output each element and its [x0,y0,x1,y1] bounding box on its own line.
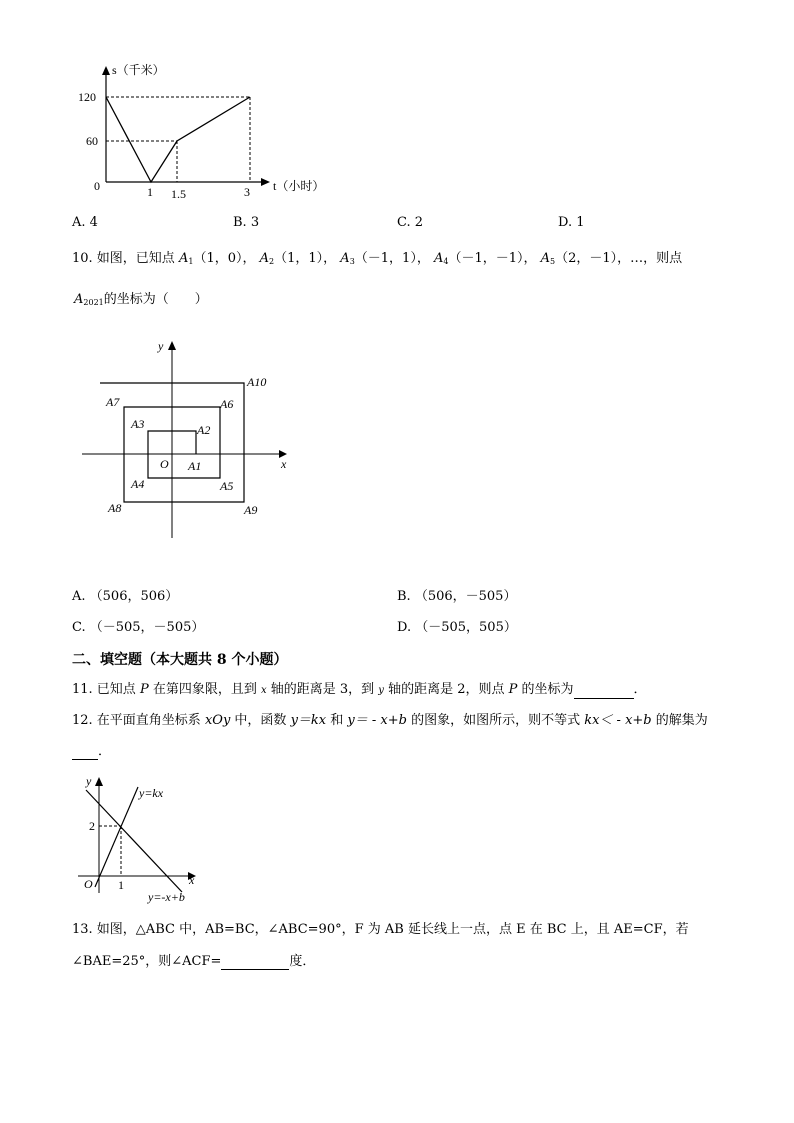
y-axis-arrow [95,777,103,786]
q9-option-c[interactable]: C. 2 [397,215,424,230]
distance-line [106,97,250,182]
q13-stem-line1: 13. 如图，△ABC 中，AB=BC，∠ABC=90°，F 为 AB 延长线上一点，点 E 在 BC 上，且 AE=CF，若 [72,922,689,937]
q12-text-d: 的图象，如图所示，则不等式 [406,713,585,728]
point-a1-name: A [178,251,189,266]
label-a1: A1 [188,459,202,473]
x-tick-1-5: 1.5 [171,187,186,201]
section-heading: 二、填空题（本大题共 8 个小题） [72,652,288,668]
origin-label: O [84,877,93,891]
q12-stem-line2 [72,744,111,760]
point-a4-name: A [433,251,444,266]
point-a2-coord: （1，1）， [274,251,337,266]
q12-xoy: xOy [204,713,231,728]
x-tick-3: 3 [244,185,250,199]
q11-y: y [378,685,384,696]
distance-time-graph [0,0,794,210]
q12-func-2: y＝ - x+b [347,713,407,728]
point-a2-sub: 2 [269,257,275,266]
point-a2-name: A [259,251,270,266]
q11-text-b: 在第四象限，且到 [148,682,261,697]
origin-label: 0 [94,179,100,193]
spiral-figure [0,330,794,560]
q12-stem-line1 [72,713,708,729]
q11-stem [72,682,647,699]
q9-option-a[interactable]: A. 4 [72,215,98,230]
q11-point-p2: P [508,682,518,697]
point-a4-coord: （－1，－1）， [448,251,537,266]
y-label: y [86,774,92,788]
x-axis-arrow [261,178,270,186]
q10-option-b[interactable]: B. （506，－505） [397,589,517,604]
label-a8: A8 [108,501,122,515]
q11-answer-blank[interactable] [574,685,634,699]
q12-inequality: kx＜ - x+b [584,713,652,728]
q10-option-d[interactable]: D. （－505，505） [397,620,517,635]
point-a3-name: A [340,251,350,266]
q10-stem-tail: 的坐标为（ ） [103,292,208,307]
q10-stem-line1 [72,251,682,270]
line-y-kx [95,787,138,887]
q11-text-c: 轴的距离是 3，到 [266,682,379,697]
q11-point-p: P [139,682,149,697]
point-a5-coord: （2，－1），…，则点 [555,251,683,266]
label-a5: A5 [220,479,234,493]
q11-text-a: 11. 已知点 [72,682,140,697]
point-a1-coord: （1，0）， [193,251,256,266]
q13-text-a: ∠BAE=25°，则∠ACF= [72,954,222,969]
q12-text-a: 12. 在平面直角坐标系 [72,713,205,728]
q10-option-c[interactable]: C. （－505，－505） [72,620,205,635]
label-a2: A2 [197,423,211,437]
label-a3: A3 [131,417,145,431]
q9-option-b[interactable]: B. 3 [233,215,260,230]
tick-2: 2 [89,819,95,833]
q13-answer-blank[interactable] [221,956,289,970]
tick-1: 1 [118,878,124,892]
y-tick-60: 60 [86,134,98,148]
q10-option-a[interactable]: A. （506，506） [72,589,179,604]
q10-stem-line2 [74,292,208,311]
label-a9: A9 [244,503,258,517]
line-y-neg-x-b [86,790,182,892]
q12-text-b: 中，函数 [230,713,291,728]
point-a2021-name: A [74,292,84,307]
q13-stem-line2 [72,954,315,970]
point-a5-sub: 5 [550,257,556,266]
point-a1-sub: 1 [188,257,194,266]
x-label: x [281,457,287,471]
label-a4: A4 [131,477,145,491]
y-tick-120: 120 [78,90,96,104]
y-label: y [158,339,164,353]
x-tick-1: 1 [147,185,153,199]
x-axis-label: t（小时） [273,179,325,193]
point-a4-sub: 4 [443,257,449,266]
q11-x: x [260,685,267,696]
y-axis-arrow [168,341,176,350]
y-axis-label: s（千米） [112,63,165,77]
label-y-kx: y=kx [139,786,164,800]
y-axis-arrow [102,66,110,75]
point-a3-coord: （－1，1）， [354,251,430,266]
q11-text-e: 的坐标为 [517,682,574,697]
point-a3-sub: 3 [349,257,355,266]
q13-text-b: 度． [289,954,316,969]
point-a5-name: A [540,251,551,266]
linear-functions-figure [0,770,794,910]
q12-text-c: 和 [326,713,348,728]
q12-answer-blank[interactable] [72,746,98,760]
label-a7: A7 [106,395,120,409]
label-a6: A6 [220,397,234,411]
q10-stem-intro: 10. 如图，已知点 [72,251,175,266]
x-label: x [189,873,195,887]
q11-end: ． [633,682,647,697]
label-a10: A10 [247,375,267,389]
q11-text-d: 轴的距离是 2，则点 [383,682,509,697]
point-a2021-sub: 2021 [83,298,104,307]
q12-func-1: y＝kx [290,713,327,728]
q12-end: ． [98,744,112,759]
q12-text-e: 的解集为 [651,713,708,728]
origin-label: O [160,457,169,471]
label-y-neg-x-b: y=-x+b [148,890,185,904]
q9-option-d[interactable]: D. 1 [558,215,585,230]
